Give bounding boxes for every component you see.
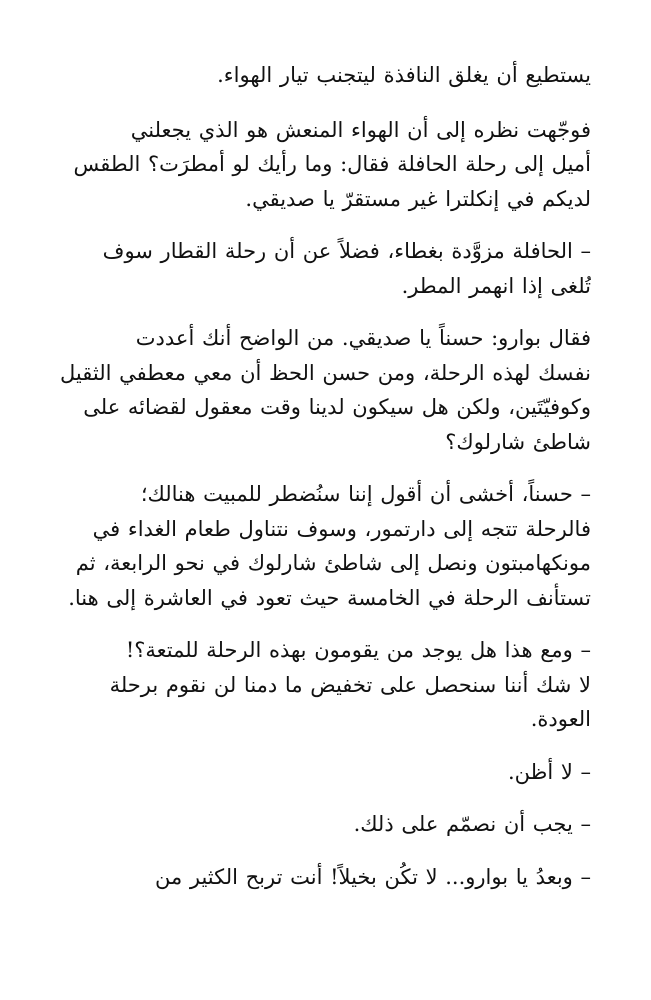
text-line: نفسك لهذه الرحلة، ومن حسن الحظ أن معي معطفي الثقيل xyxy=(60,360,591,385)
text-line: – الحافلة مزوَّدة بغطاء، فضلاً عن أن رحلة القطار سوف xyxy=(102,239,591,263)
paragraph-3 xyxy=(60,234,591,303)
text-line: أميل إلى رحلة الحافلة فقال: وما رأيك لو أمطرَت؟ الطقس xyxy=(73,152,591,176)
paragraph-2 xyxy=(60,113,591,217)
text-line: لديكم في إنكلترا غير مستقرّ يا صديقي. xyxy=(245,186,591,211)
text-line: فالرحلة تتجه إلى دارتمور، وسوف نتناول طعام الغداء في xyxy=(92,516,591,541)
text-line: تستأنف الرحلة في الخامسة حيث تعود في العاشرة إلى هنا. xyxy=(68,585,591,610)
paragraph-8 xyxy=(60,807,591,842)
paragraph-5 xyxy=(60,477,591,615)
text-line: – يجب أن نصمّم على ذلك. xyxy=(353,812,591,836)
paragraph-6 xyxy=(60,633,591,737)
paragraph-7 xyxy=(60,755,591,790)
text-line: لا شك أننا سنحصل على تخفيض ما دمنا لن نقوم برحلة xyxy=(109,672,591,697)
text-line: – حسناً، أخشى أن أقول إننا سنُضطر للمبيت هنالك؛ xyxy=(140,482,591,506)
text-line: شاطئ شارلوك؟ xyxy=(445,429,591,454)
paragraph-9 xyxy=(60,860,591,895)
text-line: العودة. xyxy=(530,707,591,731)
text-line: – لا أظن. xyxy=(507,759,591,784)
text-line: فقال بوارو: حسناً يا صديقي. من الواضح أنك أعددت xyxy=(135,326,591,350)
text-line: – وبعدُ يا بوارو... لا تكُن بخيلاً! أنت تربح الكثير من xyxy=(154,864,591,889)
text-line: فوجّهت نظره إلى أن الهواء المنعش هو الذي يجعلني xyxy=(130,117,591,142)
text-line: وكوفيّتَين، ولكن هل سيكون لدينا وقت معقول لقضائه على xyxy=(83,395,591,419)
text-line: يستطيع أن يغلق النافذة ليتجنب تيار الهواء. xyxy=(217,63,591,87)
text-line: تُلغى إذا انهمر المطر. xyxy=(401,273,591,298)
paragraph-4 xyxy=(60,321,591,459)
paragraph-1 xyxy=(60,58,591,93)
text-line: مونكهامبتون ونصل إلى شاطئ شارلوك في نحو الرابعة، ثم xyxy=(75,551,591,575)
text-line: – ومع هذا هل يوجد من يقومون بهذه الرحلة للمتعة؟! xyxy=(125,638,591,662)
